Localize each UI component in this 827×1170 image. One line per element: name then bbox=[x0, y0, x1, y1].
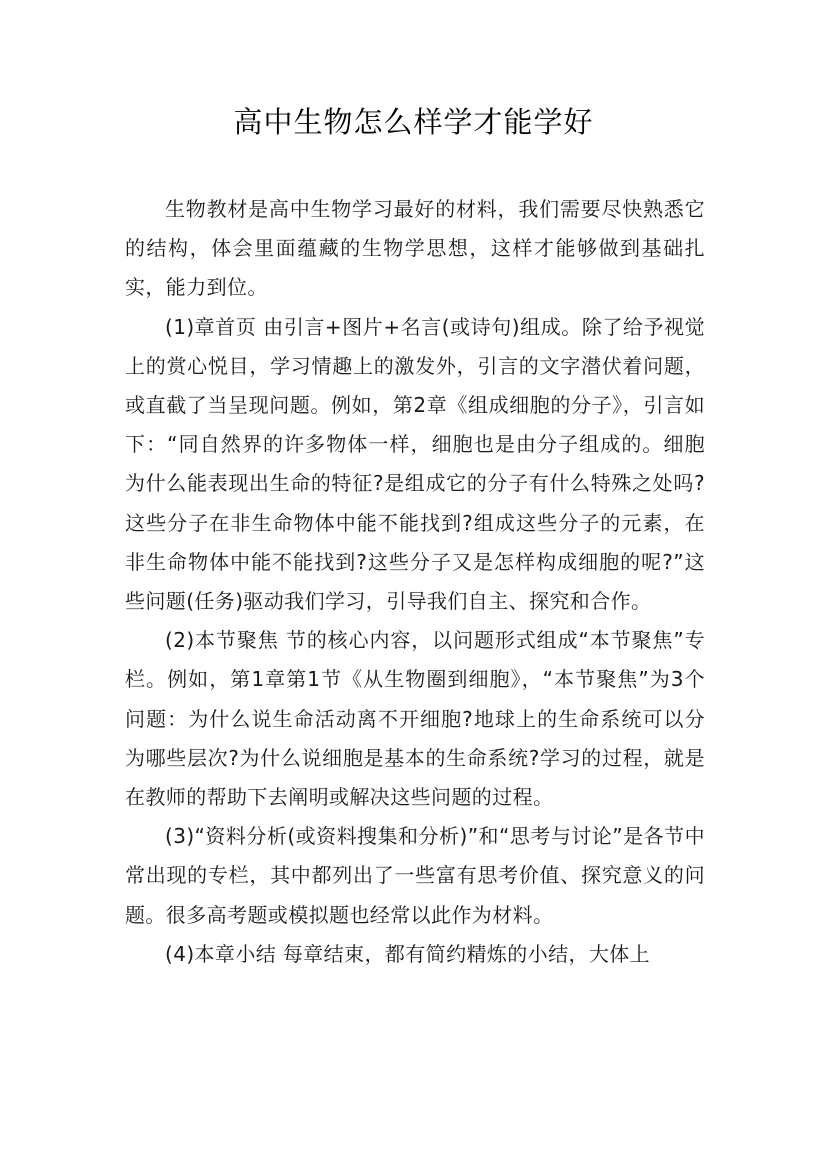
paragraph-section-focus: (2)本节聚焦 节的核心内容，以问题形式组成“本节聚焦”专栏。例如，第1章第1节《从生物圈到细胞》，“本节聚焦”为3个问题：为什么说生命活动离不开细胞?地球上的生命系统可以分为哪些层次?为什么说细胞是基本的生命系统?学习的过程，就是在教师的帮助下去阐明或解决这些问题的过程。 bbox=[125, 628, 705, 810]
paragraph-intro: 生物教材是高中生物学习最好的材料，我们需要尽快熟悉它的结构，体会里面蕴藏的生物学思想，这样才能够做到基础扎实，能力到位。 bbox=[125, 197, 705, 300]
paragraph-chapter-front-page: (1)章首页 由引言+图片+名言(或诗句)组成。除了给予视觉上的赏心悦目，学习情趣上的激发外，引言的文字潜伏着问题，或直截了当呈现问题。例如，第2章《组成细胞的分子》，引言如下：“同自然界的许多物体一样，细胞也是由分子组成的。细胞为什么能表现出生命的特征?是组成它的分子有什么特殊之处吗?这些分子在非生命物体中能不能找到?组成这些分子的元素，在非生命物体中能不能找到?这些分子又是怎样构成细胞的呢?”这些问题(任务)驱动我们学习，引导我们自主、探究和合作。 bbox=[125, 314, 705, 614]
document-title: 高中生物怎么样学才能学好 bbox=[233, 105, 594, 139]
document-body bbox=[125, 190, 705, 974]
paragraph-data-analysis: (3)“资料分析(或资料搜集和分析)”和“思考与讨论”是各节中常出现的专栏，其中都列出了一些富有思考价值、探究意义的问题。很多高考题或模拟题也经常以此作为材料。 bbox=[125, 824, 705, 927]
paragraph-chapter-summary: (4)本章小结 每章结束，都有简约精炼的小结，大体上 bbox=[165, 941, 651, 966]
